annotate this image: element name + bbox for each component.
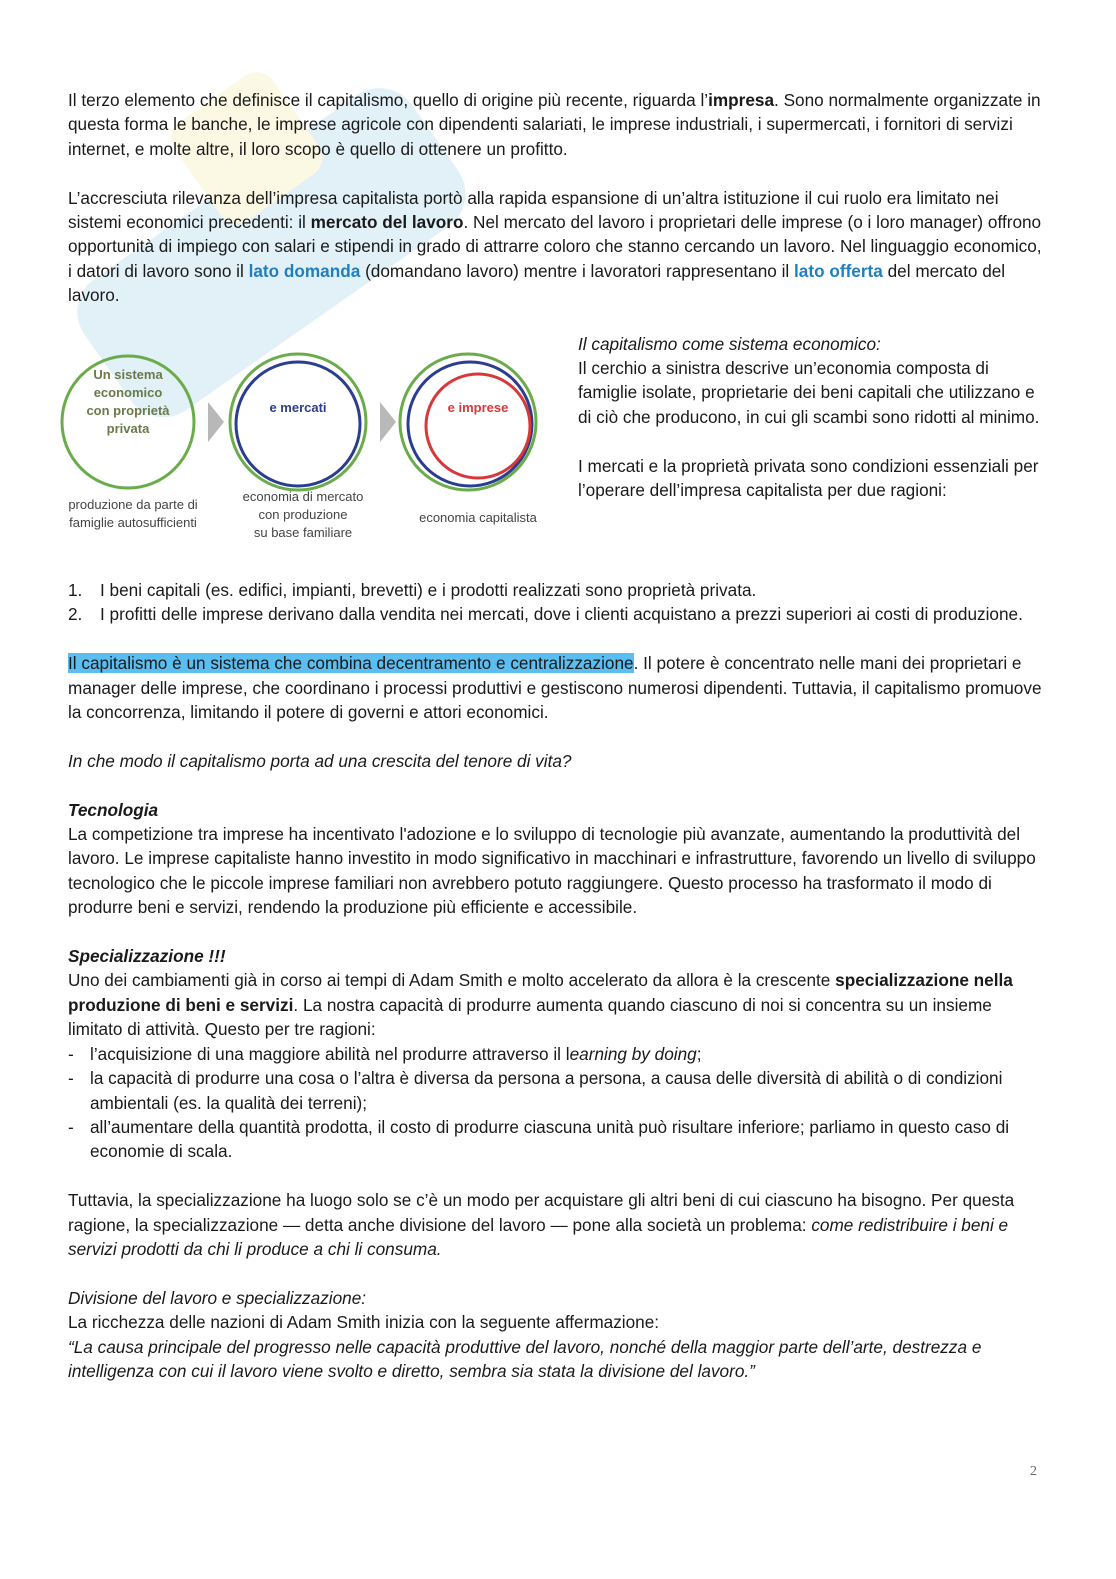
heading-divisione: Divisione del lavoro e specializzazione: (68, 1287, 367, 1308)
list-item: 2. I profitti delle imprese derivano dalla vendita nei mercati, dove i clienti acquistano a prezzi superiori ai costi di produzione. (68, 604, 1023, 625)
paragraph-specializzazione: Uno dei cambiamenti già in corso ai tempi di Adam Smith e molto accelerato da allora è la crescente specializzazione nella produzione di beni e servizi. La nostra capacità di produrre aumenta quando ciascuno di noi si concentra su un insieme limitato di attività. Questo per tre ragioni: (68, 970, 1013, 1040)
paragraph-redistribuzione: Tuttavia, la specializzazione ha luogo solo se c’è un modo per acquistare gli altri beni di cui ciascuno ha bisogno. Per questa ragione, la specializzazione — detta anche divisione del lavoro — pone alla società un problema: come redistribuire i beni e servizi prodotti da chi li produce a chi li consuma. (68, 1190, 1015, 1259)
caption1: produzione da parte di famiglie autosufficienti (68, 496, 198, 530)
circle-firms-inner (426, 374, 530, 478)
highlighted-text: Il capitalismo è un sistema che combina decentramento e centralizzazione (68, 653, 634, 674)
list-item: - la capacità di produrre una cosa o l’altra è diversa da persona a persona, a causa delle diversità di abilità o di condizioni ambientali (es. la qualità dei terreni); (68, 1068, 1003, 1113)
figure-text-1: Il cerchio a sinistra descrive un’economia composta di famiglie isolate, proprietarie dei beni capitali che utilizzano e di ciò che producono, in cui gli scambi sono ridotti al minimo. (578, 358, 1040, 427)
smith-quote: “La causa principale del progresso nelle capacità produttive del lavoro, nonché della maggior parte dell’arte, destrezza e intelligenza con cui il lavoro viene svolto e diretto, sembra sia stata la divisione del lavoro.” (68, 1336, 982, 1381)
paragraph-tecnologia: La competizione tra imprese ha incentivato l'adozione e lo sviluppo di tecnologie più avanzate, aumentando la produttività del lavoro. Le imprese capitaliste hanno investito in modo significativo in macchinari e infrastrutture, favorendo un livello di sviluppo tecnologico che le piccole imprese familiari non avrebbero potuto raggiungere. Questo processo ha trasformato il modo di produrre beni e servizi, rendendo la produzione più efficiente e accessibile. (68, 824, 1036, 918)
reasons-list (68, 1042, 1048, 1164)
list-item: 1. I beni capitali (es. edifici, impianti, brevetti) e i prodotti realizzati sono proprietà privata. (68, 580, 757, 601)
document-page (68, 88, 1048, 1383)
paragraph-decentramento: Il capitalismo è un sistema che combina decentramento e centralizzazione. Il potere è concentrato nelle mani dei proprietari e manager delle imprese, che coordinano i processi produttivi e gestiscono numerosi dipendenti. Tuttavia, il capitalismo promuove la concorrenza, limitando il potere di governi e attori economici. (68, 653, 1042, 723)
circle2-label: e mercati (269, 399, 327, 415)
arrow-icon (380, 402, 396, 442)
circle-markets-outer (230, 354, 366, 490)
question: In che modo il capitalismo porta ad una crescita del tenore di vita? (68, 750, 572, 771)
figure-title: Il capitalismo come sistema economico: (578, 333, 881, 354)
heading-tecnologia: Tecnologia (68, 799, 159, 820)
figure-description (578, 332, 1048, 554)
figure-text-2: I mercati e la proprietà privata sono condizioni essenziali per l’operare dell’impresa capitalista per due ragioni: (578, 455, 1039, 501)
list-item: - l’acquisizione di una maggiore abilità nel produrre attraverso il learning by doing; (68, 1043, 702, 1064)
list-item: - all’aumentare della quantità prodotta, il costo di produrre ciascuna unità può risultare inferiore; parliamo in questo caso di economie di scala. (68, 1116, 1010, 1162)
paragraph-mercato-lavoro: L’accresciuta rilevanza dell’impresa capitalista portò alla rapida espansione di un’altra istituzione il cui ruolo era limitato nei sistemi economici precedenti: il mercato del lavoro. Nel mercato del lavoro i proprietari delle imprese (o i loro manager) offrono opportunità di impiego con salari e stipendi in grado di attrarre coloro che stanno cercando un lavoro. Nel linguaggio economico, i datori di lavoro sono il lato domanda (domandano lavoro) mentre i lavoratori rappresentano il lato offerta del mercato del lavoro. (68, 187, 1042, 306)
circle3-label: e imprese (447, 399, 509, 415)
page-number: 2 (1030, 1464, 1037, 1479)
circle1-label: Un sistema economico con proprietà privata (86, 366, 170, 436)
ordered-list (68, 578, 1048, 627)
caption3: economia capitalista (419, 509, 537, 525)
figure-row (68, 332, 1048, 554)
heading-specializzazione: Specializzazione !!! (68, 946, 226, 967)
capitalism-diagram (68, 332, 578, 554)
circle-markets-inner (236, 362, 360, 486)
arrow-icon (208, 402, 224, 442)
caption2: economia di mercato con produzione su base familiare (242, 488, 364, 540)
paragraph-impresa: Il terzo elemento che definisce il capitalismo, quello di origine più recente, riguarda l’impresa. Sono normalmente organizzate in questa forma le banche, le imprese agricole con dipendenti salariati, le imprese industriali, i supermercati, i fornitori di servizi internet, e molte altre, il loro scopo è quello di ottenere un profitto. (68, 90, 1041, 159)
paragraph-smith: La ricchezza delle nazioni di Adam Smith inizia con la seguente affermazione: (68, 1312, 660, 1333)
